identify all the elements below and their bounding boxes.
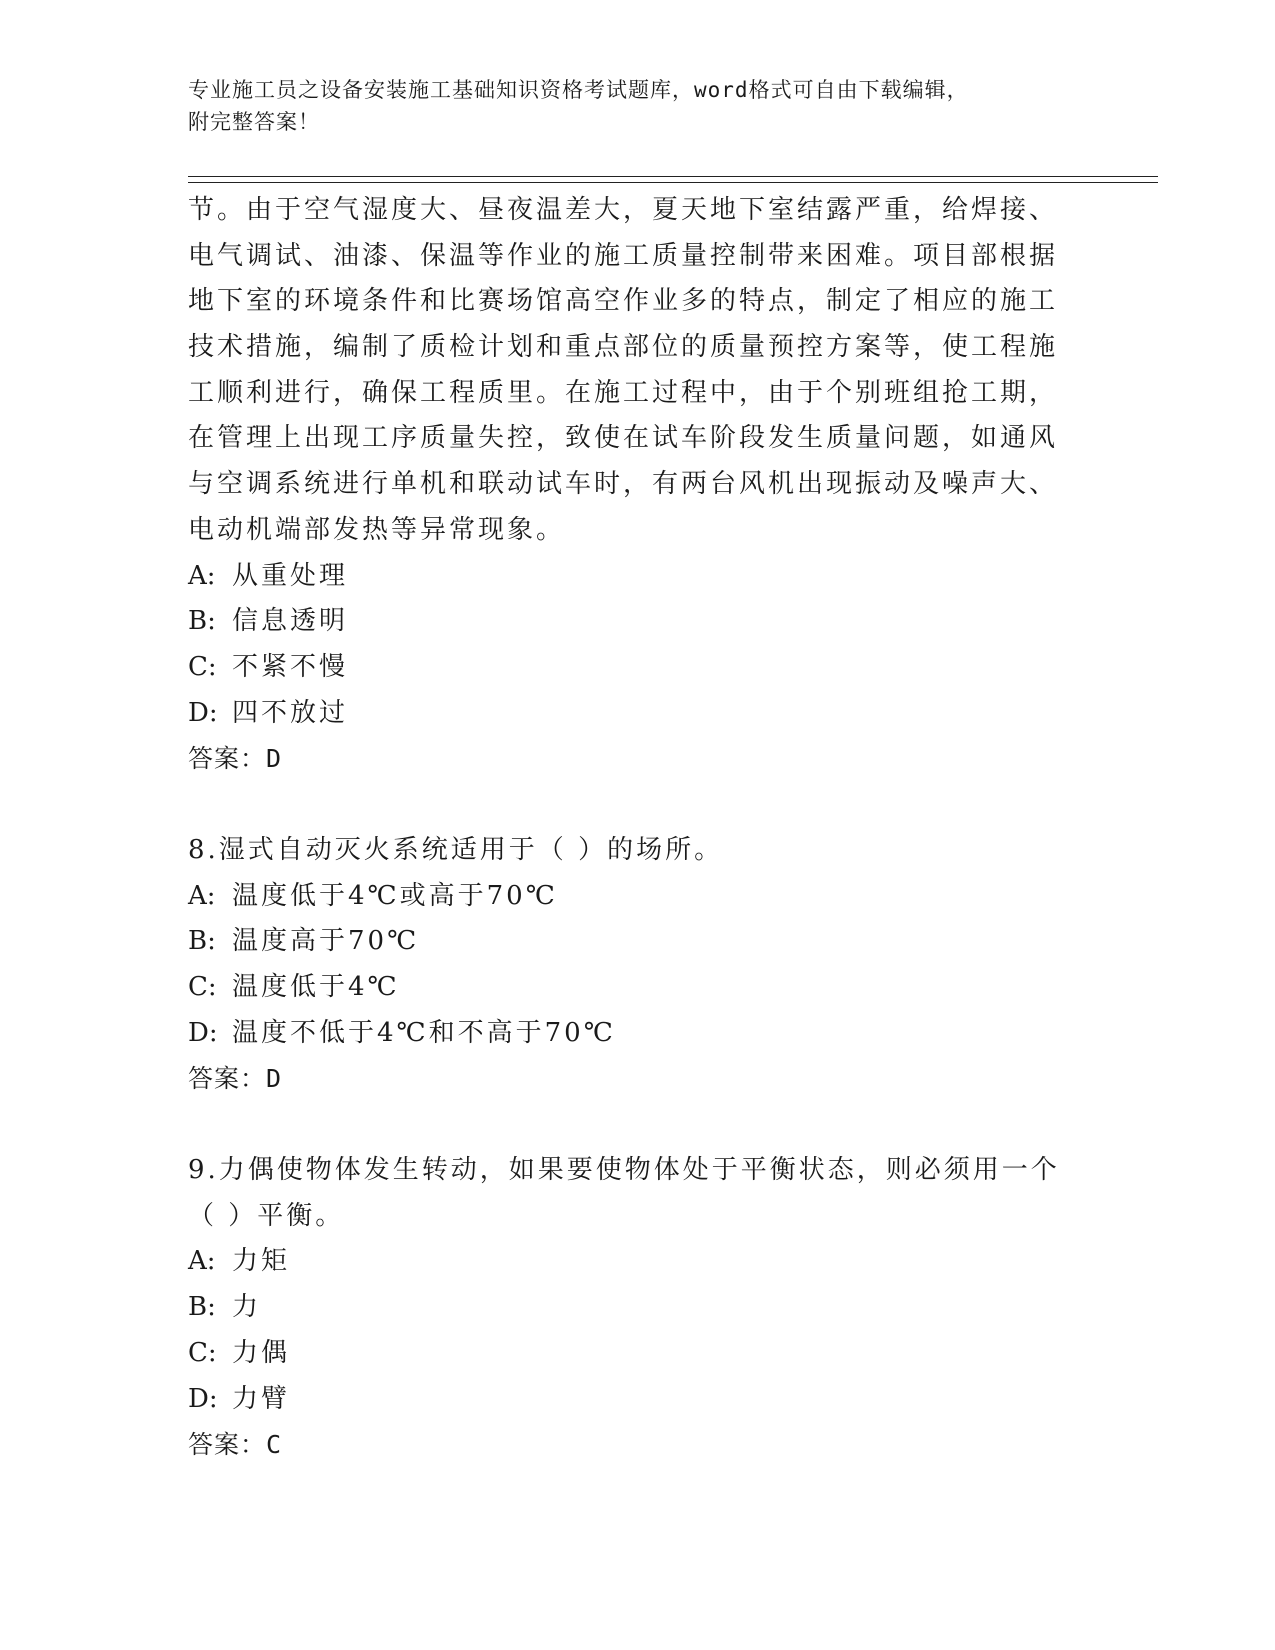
option-letter: D: (188, 1383, 218, 1414)
passage-line: 工顺利进行，确保工程质里。在施工过程中，由于个别班组抢工期， (188, 377, 1059, 408)
option-letter: B: (188, 926, 216, 957)
option-letter: A: (188, 1246, 216, 1277)
passage-line: 电气调试、油漆、保温等作业的施工质量控制带来困难。项目部根据 (188, 240, 1059, 271)
option-a (188, 874, 1088, 920)
option-text: 不紧不慢 (232, 651, 349, 682)
option-b (188, 599, 1088, 645)
option-text: 信息透明 (232, 606, 349, 637)
option-a (188, 554, 1088, 600)
question-7-options (188, 554, 1088, 737)
option-text: 力 (232, 1292, 262, 1323)
option-letter: A: (188, 560, 216, 591)
option-letter: C: (188, 651, 217, 682)
passage-line: 地下室的环境条件和比赛场馆高空作业多的特点，制定了相应的施工 (188, 286, 1059, 317)
option-c (188, 1331, 1088, 1377)
answer-label: 答案： (188, 1430, 267, 1460)
question-7-answer (188, 736, 1088, 782)
question-8-options (188, 874, 1088, 1057)
question-8-text: 8.湿式自动灭火系统适用于（ ）的场所。 (188, 834, 724, 865)
option-letter: B: (188, 606, 216, 637)
option-d (188, 1011, 1088, 1057)
passage-line: 与空调系统进行单机和联动试车时，有两台风机出现振动及噪声大、 (188, 469, 1059, 500)
option-letter: A: (188, 880, 216, 911)
option-text: 力矩 (232, 1246, 291, 1277)
spacer (188, 782, 1088, 828)
option-a (188, 1239, 1088, 1285)
option-b (188, 919, 1088, 965)
passage-line: 节。由于空气湿度大、昼夜温差大，夏天地下室结露严重，给焊接、 (188, 195, 1059, 225)
passage-line: 在管理上出现工序质量失控，致使在试车阶段发生质量问题，如通风 (188, 423, 1059, 454)
option-d (188, 691, 1088, 737)
option-c (188, 965, 1088, 1011)
answer-value: D (266, 1064, 283, 1094)
spacer (188, 1102, 1088, 1148)
option-d (188, 1377, 1088, 1423)
option-c (188, 645, 1088, 691)
answer-value: D (266, 744, 283, 774)
question-7-passage (188, 188, 1088, 554)
option-text: 温度不低于4℃和不高于70℃ (232, 1017, 616, 1048)
option-text: 从重处理 (232, 560, 349, 591)
header-divider-top (188, 176, 1158, 177)
header-divider-bottom (188, 182, 1158, 183)
answer-label: 答案： (188, 744, 267, 774)
header-line-1: 专业施工员之设备安装施工基础知识资格考试题库，word格式可自由下载编辑， (188, 78, 969, 102)
header-line-2: 附完整答案！ (188, 110, 320, 134)
option-letter: C: (188, 1337, 217, 1368)
passage-line: 技术措施，编制了质检计划和重点部位的质量预控方案等，使工程施 (188, 332, 1059, 363)
passage-line: 电动机端部发热等异常现象。 (188, 514, 566, 545)
answer-label: 答案： (188, 1064, 267, 1094)
option-letter: C: (188, 972, 217, 1002)
option-text: 温度低于4℃或高于70℃ (232, 880, 558, 911)
option-letter: D: (188, 697, 218, 728)
question-9-text-line-1: 9.力偶使物体发生转动，如果要使物体处于平衡状态，则必须用一个 (188, 1155, 1060, 1186)
document-body (188, 188, 1088, 1468)
question-9-options (188, 1239, 1088, 1422)
question-9-answer (188, 1422, 1088, 1468)
question-9-text-line-2: （ ）平衡。 (188, 1200, 345, 1231)
document-header (188, 74, 1088, 138)
option-text: 力臂 (232, 1383, 291, 1414)
option-letter: D: (188, 1017, 218, 1048)
option-letter: B: (188, 1292, 216, 1323)
option-text: 四不放过 (232, 697, 349, 728)
answer-value: C (266, 1430, 283, 1460)
question-8-answer (188, 1056, 1088, 1102)
option-b (188, 1285, 1088, 1331)
option-text: 力偶 (232, 1337, 291, 1368)
option-text: 温度高于70℃ (232, 926, 420, 957)
option-text: 温度低于4℃ (232, 972, 400, 1002)
